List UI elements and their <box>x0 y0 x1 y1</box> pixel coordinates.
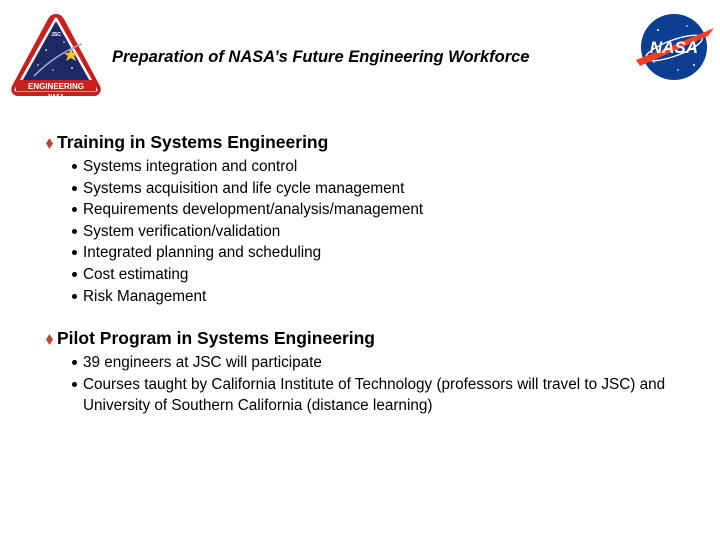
bullet-dot-icon <box>72 360 77 365</box>
diamond-bullet-icon <box>46 138 53 149</box>
jsc-engineering-patch-icon <box>8 10 104 106</box>
bullet-dot-icon <box>72 382 77 387</box>
list-item: Requirements development/analysis/management <box>70 199 423 221</box>
patch-band-label: ENGINEERING <box>27 82 85 91</box>
list-item: Risk Management <box>70 286 423 308</box>
section-pilot-program <box>46 326 700 417</box>
bullet-dot-icon <box>72 272 77 277</box>
list-item: 39 engineers at JSC will participate <box>70 352 700 374</box>
patch-bottom-label: NASA <box>48 94 64 100</box>
patch-top-label: JSC <box>51 32 61 38</box>
bullet-dot-icon <box>72 294 77 299</box>
section-heading-text: Training in Systems Engineering <box>57 132 329 152</box>
section-heading <box>46 326 700 350</box>
diamond-bullet-icon <box>46 334 53 345</box>
bullet-dot-icon <box>72 186 77 191</box>
list-item: Integrated planning and scheduling <box>70 242 423 264</box>
slide-title: Preparation of NASA’s Future Engineering Workforce <box>112 48 530 66</box>
section-heading <box>46 130 423 154</box>
list-item: Cost estimating <box>70 264 423 286</box>
list-item: Courses taught by California Institute of Technology (professors will travel to JSC) and University of Southern California (distance learning) <box>70 374 700 417</box>
section-training <box>46 130 423 307</box>
section-heading-text: Pilot Program in Systems Engineering <box>57 328 375 348</box>
nasa-wordmark: NASA <box>649 38 699 57</box>
bullet-dot-icon <box>72 229 77 234</box>
bullet-list <box>70 352 700 417</box>
list-item: System verification/validation <box>70 221 423 243</box>
bullet-dot-icon <box>72 164 77 169</box>
bullet-list <box>70 156 423 307</box>
list-item: Systems acquisition and life cycle management <box>70 178 423 200</box>
bullet-dot-icon <box>72 207 77 212</box>
list-item: Systems integration and control <box>70 156 423 178</box>
bullet-dot-icon <box>72 250 77 255</box>
nasa-meatball-logo-icon <box>632 10 716 84</box>
